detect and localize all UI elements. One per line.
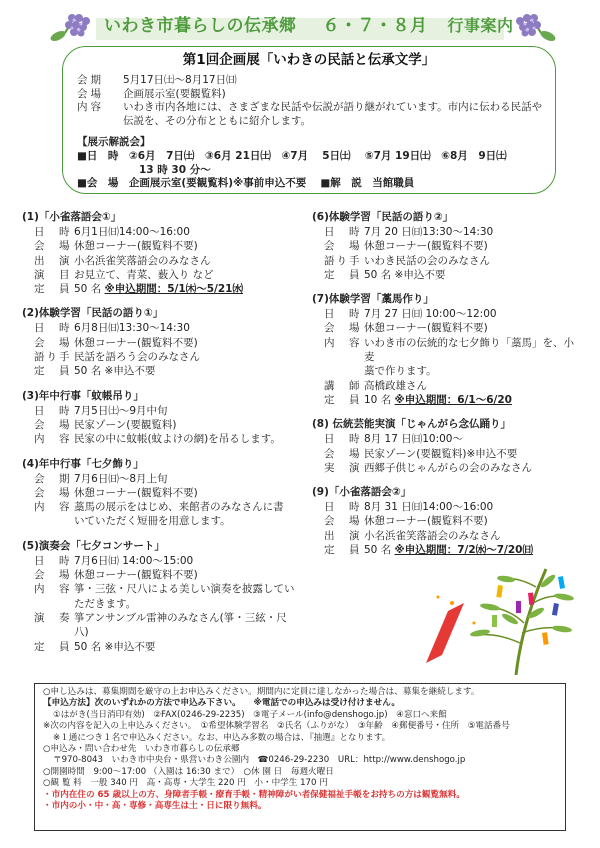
- event-detail-row: [312, 432, 582, 446]
- event-detail-text: 7月 20 日㈰13:30～14:30: [364, 226, 494, 238]
- event-title: (8) 伝統芸能実演「じゃんがら念仏踊り」: [312, 418, 512, 431]
- exhibition-row-value: 企画展示室(要観覧料): [123, 87, 226, 100]
- event-detail-row: [22, 500, 310, 514]
- event-detail-row: [312, 307, 582, 321]
- event-detail-text: 休憩コーナー(観覧料不要): [74, 240, 198, 253]
- event-detail-label: 内 容: [34, 433, 72, 446]
- event-block: [312, 292, 582, 407]
- event-detail-value: [74, 350, 310, 364]
- event-detail-value: [74, 225, 310, 239]
- event-detail-row: [312, 461, 582, 475]
- event-detail-row: [22, 321, 310, 335]
- event-detail-label: 日 時: [324, 433, 362, 446]
- event-detail-text: 50 名 ※申込不要: [74, 365, 156, 378]
- event-detail-value: [364, 500, 582, 514]
- footer-line: ○申込み・問い合わせ先 いわき市暮らしの伝承郷: [43, 744, 240, 755]
- application-period-note: ※申込期間：5/1㈭～5/21㈬: [104, 283, 243, 296]
- event-detail-label: 日 時: [34, 322, 72, 335]
- event-detail-label: 日 時: [34, 554, 72, 567]
- event-detail-text: 6月1日㈰14:00～16:00: [74, 226, 190, 238]
- event-detail-row: [22, 418, 310, 432]
- event-detail-text: 休憩コーナー(観覧料不要): [364, 515, 488, 528]
- event-detail-value: [364, 321, 582, 335]
- event-detail-value: [74, 611, 310, 625]
- event-detail-text: ただきます。: [74, 597, 137, 610]
- event-detail-value: [74, 268, 310, 282]
- event-detail-value: [74, 418, 310, 432]
- event-detail-text: 50 名: [364, 544, 395, 557]
- event-detail-label: 会 場: [324, 240, 362, 253]
- footer-line: 【申込方法】次のいずれかの方法で申込み下さい。 ※電話での申込みは受け付けません。: [43, 698, 400, 709]
- event-detail-row: [22, 268, 310, 282]
- event-detail-label: 日 時: [34, 226, 72, 238]
- event-detail-row: [312, 529, 582, 543]
- event-detail-value: [74, 554, 310, 568]
- exhibition-row-label: [77, 115, 123, 129]
- event-detail-label: 語り手: [324, 254, 362, 267]
- event-detail-value: [364, 514, 582, 528]
- event-detail-label: 会 場: [34, 569, 72, 582]
- event-detail-value: [74, 472, 310, 486]
- event-detail-text: 7月6日㈰ 14:00～15:00: [74, 554, 194, 567]
- event-detail-label: 演 奏: [34, 611, 72, 624]
- event-detail-label: 内 容: [34, 501, 72, 514]
- event-detail-text: いていただく短冊を用意します。: [74, 515, 231, 528]
- event-detail-row: [22, 514, 310, 528]
- event-title: (7)体験学習「藁馬作り」: [312, 293, 434, 306]
- exhibition-row-value: 伝説を、その分布とともに紹介します。: [123, 114, 312, 127]
- event-detail-text: 西郷子供じゃんがらの会のみなさん: [364, 461, 532, 474]
- exhibition-row: [77, 115, 547, 129]
- event-detail-value: [74, 582, 310, 596]
- page-title-main: いわき市暮らしの伝承郷: [104, 16, 297, 36]
- event-detail-text: 八): [74, 626, 89, 639]
- event-detail-row: [22, 625, 310, 639]
- footer-line: 〒970-8043 いわき市中央台・県営いわき公園内 ☎0246-29-2230 URL：http://www.denshogo.jp: [53, 755, 466, 766]
- application-info-box: [34, 683, 566, 831]
- event-block: [22, 457, 310, 529]
- footer-line: ※１通につき１名で申込みください。なお、申込み多数の場合は、『抽選』となります。: [53, 732, 391, 743]
- event-detail-label: 会 期: [34, 472, 72, 485]
- event-title: (5)演奏会「七夕コンサート」: [22, 539, 165, 552]
- event-detail-value: [364, 432, 582, 446]
- event-detail-row: [22, 486, 310, 500]
- event-detail-row: [312, 254, 582, 268]
- event-detail-text: 50 名: [74, 283, 105, 296]
- event-detail-text: 小名浜雀笑落語会のみなさん: [74, 254, 211, 267]
- hydrangea-icon: [50, 6, 96, 46]
- event-detail-row: [312, 500, 582, 514]
- event-detail-row: [312, 225, 582, 239]
- event-detail-text: 箏アンサンブル雷神のみなさん(箏・三絃・尺: [74, 611, 287, 624]
- event-detail-label: 実 演: [324, 461, 362, 474]
- event-detail-row: [22, 568, 310, 582]
- event-detail-text: 民話を語ろう会のみなさん: [74, 351, 200, 364]
- footer-line: ○観 覧 料 一般 340 円 高・高専・大学生 220 円 小・中学生 170 円: [43, 778, 328, 789]
- event-detail-text: 民家ゾーン(要観覧料)※申込不要: [364, 447, 518, 460]
- event-detail-text: 10 名: [364, 393, 395, 406]
- footer-line: ①はがき(当日消印有効) ②FAX(0246-29-2235) ③電子メール(info@denshogo.jp) ④窓口へ来館: [53, 709, 447, 720]
- event-detail-value: [74, 514, 310, 528]
- exhibition-row: [77, 101, 547, 115]
- event-detail-label: [312, 364, 364, 378]
- event-detail-row: [22, 364, 310, 378]
- event-detail-text: 藁馬の展示をはじめ、来館者のみなさんに書: [74, 501, 284, 514]
- event-title: (3)年中行事「蚊帳吊り」: [22, 389, 144, 402]
- event-detail-label: 内 容: [324, 336, 362, 349]
- gallery-talk-heading: 【展示解説会】: [77, 136, 151, 149]
- event-detail-label: 会 場: [324, 322, 362, 335]
- event-detail-value: [364, 379, 582, 393]
- event-detail-value: [74, 239, 310, 253]
- event-detail-label: 定 員: [34, 283, 72, 296]
- event-detail-text: 休憩コーナー(観覧料不要): [74, 336, 198, 349]
- event-detail-row: [312, 239, 582, 253]
- event-detail-text: 8月 17 日㈰10:00～: [364, 433, 463, 446]
- event-detail-label: [22, 597, 74, 611]
- event-detail-value: [74, 432, 310, 446]
- page-title-subtitle: 行事案内: [447, 16, 514, 35]
- event-detail-label: [22, 625, 74, 639]
- events-right-column: [312, 210, 582, 567]
- event-detail-row: [22, 282, 310, 296]
- event-detail-value: [74, 336, 310, 350]
- event-detail-text: 6月8日㈰13:30～14:30: [74, 322, 190, 335]
- event-detail-value: [74, 404, 310, 418]
- event-detail-text: 休憩コーナー(観覧料不要): [74, 569, 198, 582]
- event-detail-text: 小名浜雀笑落語会のみなさん: [364, 529, 501, 542]
- event-detail-value: [74, 321, 310, 335]
- event-detail-label: 語り手: [34, 351, 72, 364]
- event-detail-row: [22, 239, 310, 253]
- event-detail-row: [22, 611, 310, 625]
- application-period-note: ※申込期間：7/2㈬～7/20㈰: [394, 544, 533, 557]
- event-title: (9)「小雀落語会②」: [312, 486, 412, 499]
- event-detail-text: 藁で作ります。: [364, 365, 437, 378]
- event-block: [312, 417, 582, 475]
- event-detail-value: [74, 486, 310, 500]
- event-detail-row: [312, 393, 582, 407]
- event-title: (4)年中行事「七夕飾り」: [22, 457, 144, 470]
- footer-line-free-admission: ・市内在住の 65 歳以上の方、身障者手帳・療育手帳・精神障がい者保健福祉手帳をお持ちの方は観覧無料。: [43, 789, 465, 800]
- event-detail-text: 7月6日㈰～8月上旬: [74, 472, 168, 485]
- tanabata-bamboo-illustration: [418, 563, 578, 678]
- exhibition-row: [77, 74, 547, 88]
- event-detail-row: [22, 554, 310, 568]
- event-detail-row: [22, 472, 310, 486]
- event-detail-row: [22, 640, 310, 654]
- event-detail-label: 会 場: [34, 240, 72, 253]
- event-detail-value: [74, 597, 310, 611]
- event-detail-label: [22, 514, 74, 528]
- event-detail-row: [22, 582, 310, 596]
- event-detail-row: [22, 404, 310, 418]
- gallery-talk-time: 13 時 30 分～: [139, 163, 211, 176]
- event-detail-text: 50 名 ※申込不要: [364, 268, 446, 281]
- event-detail-row: [312, 321, 582, 335]
- event-detail-label: 内 容: [34, 583, 72, 596]
- event-detail-value: [74, 640, 310, 654]
- exhibition-row-label: 会場: [77, 87, 104, 100]
- exhibition-title: 第1回企画展「いわきの民話と伝承文学」: [182, 52, 436, 68]
- event-detail-label: 定 員: [34, 640, 72, 653]
- event-detail-row: [22, 597, 310, 611]
- event-detail-row: [312, 364, 582, 378]
- event-detail-value: [74, 568, 310, 582]
- exhibition-row-value: 5月17日㈯～8月17日㈰: [123, 74, 237, 86]
- event-detail-row: [22, 254, 310, 268]
- event-detail-text: 箏・三弦・尺八による美しい演奏を披露してい: [74, 583, 295, 596]
- event-detail-text: 8月 31 日㈰14:00～16:00: [364, 501, 494, 514]
- event-detail-row: [312, 336, 582, 365]
- event-detail-row: [22, 336, 310, 350]
- event-detail-label: 会 場: [324, 515, 362, 528]
- event-detail-value: [74, 254, 310, 268]
- exhibition-row-label: 会期: [77, 74, 104, 86]
- exhibition-details: [77, 74, 547, 191]
- event-title: (2)体験学習「民話の語り①」: [22, 307, 164, 320]
- event-detail-value: [364, 336, 582, 365]
- footer-line: ○申し込みは、募集期間を厳守の上お申込みください。期間内に定員に達しなかった場合は、募集を継続します。: [43, 687, 480, 697]
- event-detail-row: [22, 350, 310, 364]
- event-detail-label: 出 演: [34, 254, 72, 267]
- event-detail-value: [364, 254, 582, 268]
- event-detail-value: [364, 447, 582, 461]
- event-detail-label: 日 時: [34, 404, 72, 417]
- event-detail-value: [74, 364, 310, 378]
- event-detail-label: 会 場: [34, 336, 72, 349]
- exhibition-row: [77, 88, 547, 102]
- event-detail-text: いわき民話の会のみなさん: [364, 254, 490, 267]
- event-detail-label: 定 員: [34, 365, 72, 378]
- event-detail-text: 休憩コーナー(観覧料不要): [364, 322, 488, 335]
- event-detail-label: 出 演: [324, 529, 362, 542]
- exhibition-row-value: いわき市内各地には、さまざまな民話や伝説が語り継がれています。市内に伝わる民話や: [123, 101, 543, 114]
- event-block: [22, 210, 310, 296]
- exhibition-row-label: 内容: [77, 101, 104, 114]
- event-detail-text: 休憩コーナー(観覧料不要): [74, 486, 198, 499]
- event-detail-text: 50 名 ※申込不要: [74, 640, 156, 653]
- event-detail-label: 演 目: [34, 268, 72, 281]
- event-detail-text: いわき市の伝統的な七夕飾り「藁馬」を、小麦: [364, 336, 574, 364]
- event-detail-text: 休憩コーナー(観覧料不要): [364, 240, 488, 253]
- event-detail-value: [364, 393, 582, 407]
- event-title: (6)体験学習「民話の語り②」: [312, 211, 454, 223]
- events-left-column: [22, 210, 310, 664]
- event-block: [22, 539, 310, 654]
- event-block: [22, 306, 310, 378]
- event-detail-value: [364, 461, 582, 475]
- event-detail-value: [364, 268, 582, 282]
- event-detail-text: お見立て、青菜、薮入り など: [74, 268, 214, 281]
- event-detail-value: [364, 225, 582, 239]
- event-detail-label: 日 時: [324, 308, 362, 321]
- event-detail-label: 会 場: [34, 418, 72, 431]
- footer-line: ○開園時間 9:00～17:00 （入園は 16:30 まで） ○休 園 日 毎週火曜日: [43, 766, 334, 777]
- event-block: [312, 485, 582, 557]
- event-detail-value: [74, 500, 310, 514]
- event-detail-label: 会 場: [34, 486, 72, 499]
- event-detail-value: [364, 239, 582, 253]
- page-title-months: ６・７・８月: [322, 16, 428, 36]
- event-detail-text: 民家ゾーン(要観覧料): [74, 418, 177, 431]
- event-detail-text: 民家の中に蚊帳(蚊よけの網)を吊るします。: [74, 433, 281, 446]
- event-detail-row: [312, 379, 582, 393]
- page-title: [104, 15, 514, 37]
- event-detail-value: [364, 543, 582, 557]
- event-detail-label: 定 員: [324, 544, 362, 557]
- event-detail-text: 高橋政雄さん: [364, 379, 427, 392]
- event-detail-value: [364, 364, 582, 378]
- exhibition-panel: [62, 46, 556, 194]
- event-detail-text: 7月5日㈯～9月中旬: [74, 404, 168, 417]
- event-detail-row: [312, 514, 582, 528]
- event-detail-row: [22, 225, 310, 239]
- event-detail-row: [312, 268, 582, 282]
- footer-line-free-students: ・市内の小・中・高・専修・高専生は土・日に限り無料。: [43, 801, 267, 812]
- event-detail-label: 定 員: [324, 393, 362, 406]
- event-detail-row: [22, 432, 310, 446]
- event-block: [22, 389, 310, 447]
- event-detail-label: 日 時: [324, 226, 362, 238]
- event-detail-row: [312, 543, 582, 557]
- footer-line: ※次の内容を記入の上申込みください。 ①希望体験学習名 ②氏名（ふりがな） ③年齢 ④郵便番号・住所 ⑤電話番号: [43, 721, 510, 732]
- event-detail-label: 定 員: [324, 268, 362, 281]
- event-detail-label: 講 師: [324, 379, 362, 392]
- event-detail-label: 日 時: [324, 501, 362, 514]
- event-detail-row: [312, 447, 582, 461]
- event-block: [312, 210, 582, 282]
- event-detail-value: [364, 307, 582, 321]
- gallery-talk-dates: ■日 時 ②6月 7日㈯ ③6月 21日㈯ ④7月 5日㈯ ⑤7月 19日㈯ ⑥8月 9日㈯: [77, 150, 507, 163]
- event-detail-value: [364, 529, 582, 543]
- event-detail-label: 会 場: [324, 447, 362, 460]
- event-title: (1)「小雀落語会①」: [22, 211, 122, 223]
- event-detail-value: [74, 625, 310, 639]
- hydrangea-icon: [510, 6, 556, 46]
- application-period-note: ※申込期間：6/1～6/20: [394, 393, 512, 406]
- event-detail-value: [74, 282, 310, 296]
- event-detail-text: 7月 27 日㈰ 10:00～12:00: [364, 308, 497, 321]
- gallery-talk-place: ■会 場 企画展示室(要観覧料)※事前申込不要 ■解 説 当館職員: [77, 177, 415, 190]
